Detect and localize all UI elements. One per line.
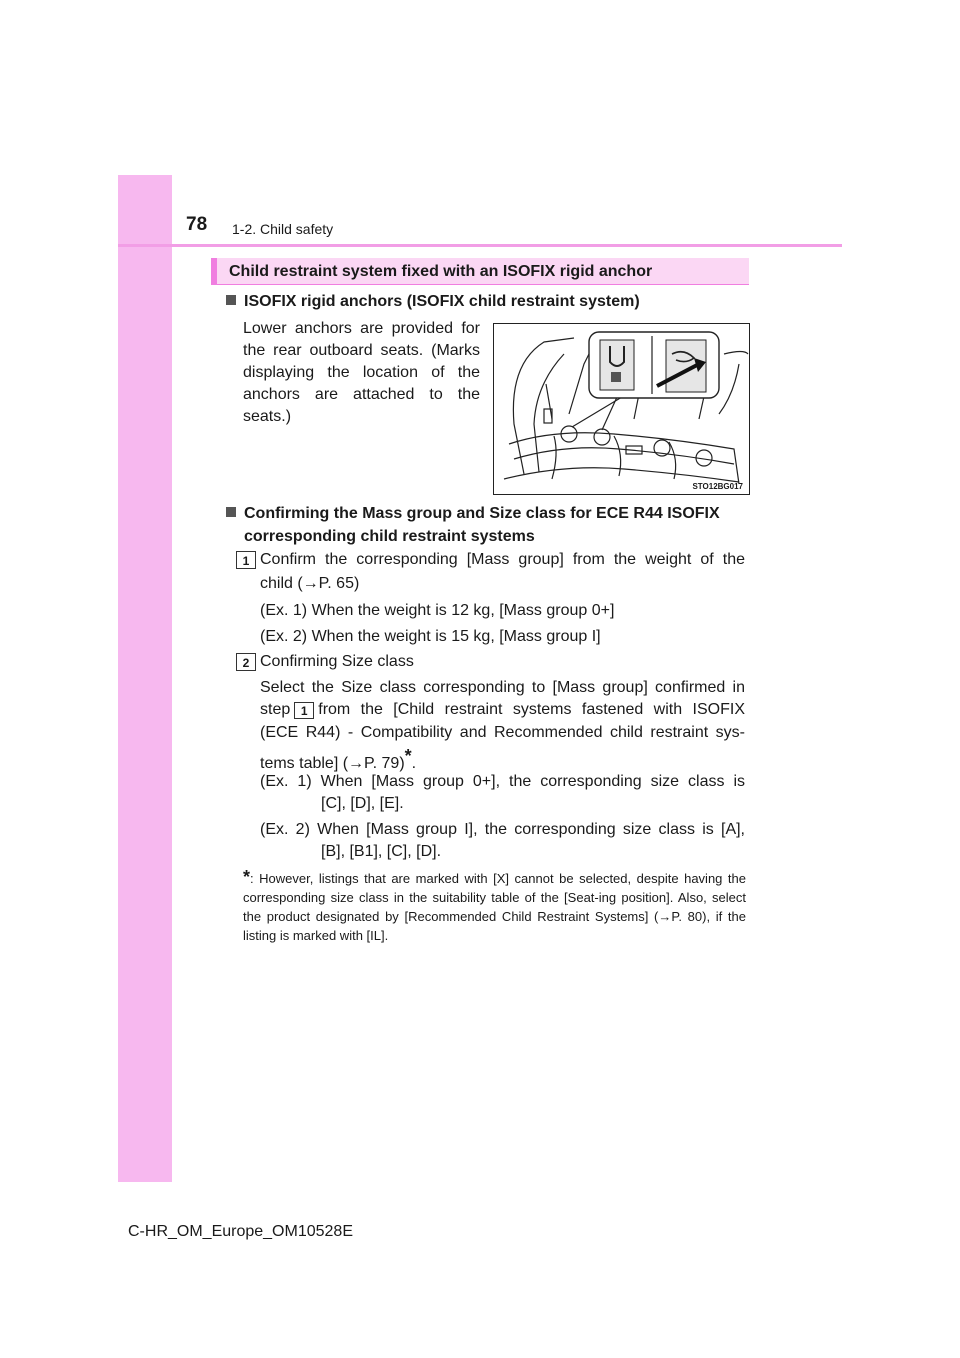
- step-2-example-1a: (Ex. 1) When [Mass group 0+], the corresponding size class is: [260, 773, 745, 790]
- step-2-line2: [260, 701, 745, 719]
- step-1-line2: child (→P. 65): [260, 575, 360, 592]
- footnote: [243, 868, 746, 945]
- step-2-badge: 2: [236, 653, 256, 671]
- header-rule: [118, 244, 842, 247]
- step-2-line4-end: .: [411, 755, 417, 772]
- step-2-line2-pre: step: [260, 701, 291, 718]
- seat-anchor-figure: [493, 323, 750, 495]
- section-banner: [211, 258, 749, 285]
- confirm-heading-line1: Confirming the Mass group and Size class for ECE R44 ISOFIX: [244, 505, 720, 522]
- step-ref-badge: 1: [294, 702, 314, 719]
- document-code: C-HR_OM_Europe_OM10528E: [128, 1223, 353, 1240]
- page-number: 78: [186, 214, 208, 235]
- footnote-text: : However, listings that are marked with [X] cannot be selected, despite having the corresponding size class in the suitability table of the [Seat-ing position]. Also, select the product designated by [Recommended Child Restraint Systems] (→P. 80), if the listing is marked with [IL].: [243, 871, 746, 943]
- section-title: 1-2. Child safety: [232, 221, 334, 237]
- sidebar-tab: [118, 175, 172, 1182]
- step-2-line4-text: tems table] (→P. 79): [260, 755, 405, 772]
- step-2-example-2b: [B], [B1], [C], [D].: [321, 843, 442, 860]
- banner-title: Child restraint system fixed with an ISOFIX rigid anchor: [229, 263, 653, 280]
- isofix-heading: [226, 290, 640, 314]
- step-2-title: Confirming Size class: [260, 653, 414, 670]
- figure-code: STO12BG017: [692, 482, 743, 491]
- bullet-square-icon: [226, 295, 236, 305]
- confirm-heading: [226, 502, 720, 526]
- isofix-heading-text: ISOFIX rigid anchors (ISOFIX child restraint system): [244, 293, 640, 310]
- step-2-line2-post: from the [Child restraint systems fastened with ISOFIX: [318, 701, 745, 718]
- step-1-example-2: (Ex. 2) When the weight is 15 kg, [Mass group I]: [260, 628, 601, 645]
- footnote-star: *: [243, 867, 251, 887]
- confirm-heading-line2: corresponding child restraint systems: [244, 528, 535, 545]
- step-2-line4: [260, 746, 416, 773]
- bullet-square-icon: [226, 507, 236, 517]
- isofix-body: Lower anchors are provided for the rear outboard seats. (Marks displaying the location of the anchors are attached to the seats.): [243, 320, 480, 425]
- step-1-badge: 1: [236, 551, 256, 569]
- step-1-example-1: (Ex. 1) When the weight is 12 kg, [Mass group 0+]: [260, 602, 615, 619]
- seat-anchor-illustration: [494, 324, 749, 494]
- step-2-example-1b: [C], [D], [E].: [321, 795, 404, 812]
- footnote-marker: *: [404, 746, 412, 766]
- step-2-line1: Select the Size class corresponding to [Mass group] confirmed in: [260, 679, 745, 696]
- step-2-example-2a: (Ex. 2) When [Mass group I], the corresponding size class is [A],: [260, 821, 745, 838]
- step-1-line1: Confirm the corresponding [Mass group] from the weight of the: [260, 551, 745, 568]
- step-2-line3: (ECE R44) - Compatibility and Recommended child restraint sys-: [260, 724, 745, 741]
